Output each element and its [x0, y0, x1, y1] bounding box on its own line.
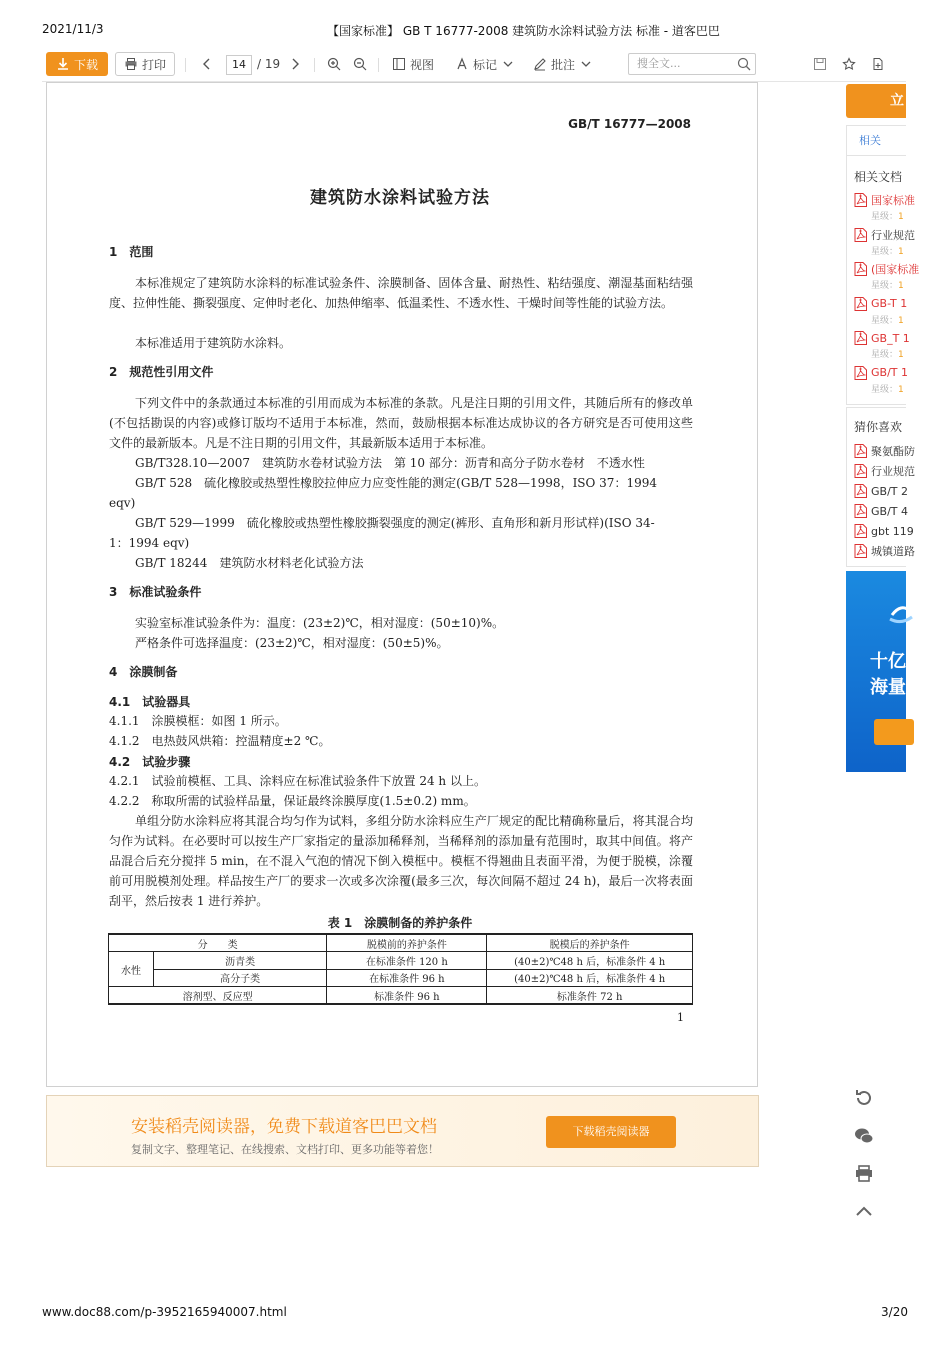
table-row: [109, 987, 693, 1005]
pdf-icon: [854, 228, 867, 242]
page-total: / 19: [257, 57, 281, 71]
history-icon: [852, 1086, 876, 1110]
related-doc-star-label: 星级：: [871, 246, 899, 257]
ad-line: 十亿: [870, 651, 906, 672]
related-doc-rating: 1: [898, 315, 904, 326]
table-cell: 在标准条件 96 h: [327, 969, 487, 987]
print-page-count: 3/20: [881, 1305, 908, 1319]
subsection-heading: 4.1 试验器具: [109, 695, 191, 709]
guess-panel: [846, 407, 915, 567]
promo-title: 安装稻壳阅读器，免费下载道客巴巴文档: [131, 1117, 437, 1137]
pdf-icon: [854, 331, 867, 345]
chevron-down-icon: [501, 57, 511, 71]
table-cell: 在标准条件 120 h: [327, 952, 487, 970]
related-doc-item[interactable]: [847, 226, 915, 261]
related-doc-item[interactable]: [847, 364, 906, 399]
document-page: [46, 82, 758, 1087]
download-button[interactable]: [46, 52, 108, 76]
document-page-number: 1: [677, 1011, 684, 1024]
chevron-right-icon: [288, 57, 302, 71]
viewer-toolbar: [42, 46, 906, 82]
search-placeholder: 搜全文...: [637, 57, 681, 70]
print-page-title: 【国家标准】 GB T 16777-2008 建筑防水涂料试验方法 标准 - 道客巴巴: [327, 24, 720, 38]
related-doc-item[interactable]: [847, 191, 915, 226]
document-title: 建筑防水涂料试验方法: [310, 188, 490, 208]
favorite-button[interactable]: [842, 52, 856, 76]
add-document-button[interactable]: [871, 52, 885, 76]
pdf-icon: [854, 524, 867, 538]
history-button[interactable]: [852, 1086, 876, 1110]
pdf-icon: [854, 297, 867, 311]
related-doc-star-label: 星级：: [871, 384, 899, 395]
subsection-heading: 4.2 试验步骤: [109, 755, 191, 769]
print-label: 打印: [141, 57, 166, 72]
pdf-icon: [854, 262, 867, 276]
annotate-menu-button[interactable]: [533, 52, 589, 76]
view-menu-button[interactable]: [392, 52, 434, 76]
col-header-category: 分 类: [109, 934, 327, 952]
related-doc-name: GB-T 1: [871, 297, 908, 310]
download-label: 下载: [73, 57, 98, 72]
pdf-icon: [854, 464, 867, 478]
pdf-icon: [854, 366, 867, 380]
pdf-icon: [854, 504, 867, 518]
table-row: [109, 969, 693, 987]
related-doc-star-label: 星级：: [871, 315, 899, 326]
clause: 4.1.2 电热鼓风烘箱：控温精度±2 ℃。: [109, 734, 331, 748]
print-date: 2021/11/3: [42, 22, 104, 36]
table-cell: 高分子类: [154, 969, 327, 987]
pdf-icon: [854, 193, 867, 207]
chevron-left-icon: [200, 57, 214, 71]
cloud-logo-icon: [886, 597, 916, 627]
pdf-icon: [854, 544, 867, 558]
print-header: [42, 22, 908, 38]
paragraph: 本标准适用于建筑防水涂料。: [135, 336, 292, 350]
reference-item: GB/T 529—1999 硫化橡胶或热塑性橡胶撕裂强度的测定(裤形、直角形和新月形试样)(ISO 34-: [135, 516, 655, 530]
related-doc-name: (国家标准: [871, 263, 920, 276]
guess-list: [847, 441, 915, 561]
download-icon: [56, 57, 70, 71]
table-cell: 标准条件 96 h: [327, 987, 487, 1005]
save-icon: [813, 57, 827, 71]
mark-menu-button[interactable]: [455, 52, 511, 76]
paragraph: 下列文件中的条款通过本标准的引用而成为本标准的条款。凡是注日期的引用文件，其随后所有的修改单(不包括勘误的内容)或修订版均不适用于本标准，然而，鼓励根据本标准达成协议的各方研究是否可使用这些文件的最新版本。凡是不注日期的引用文件，其最新版本适用于本标准。: [109, 396, 693, 450]
guess-doc-item[interactable]: [847, 481, 906, 501]
reference-item-cont: eqv): [109, 496, 136, 510]
star-icon: [842, 57, 856, 71]
table-cell: 标准条件 72 h: [487, 987, 693, 1005]
guess-heading: 猜你喜欢: [854, 420, 903, 434]
related-doc-rating: 1: [898, 350, 904, 360]
col-header-before: 脱模前的养护条件: [327, 934, 487, 952]
print-url: www.doc88.com/p-3952165940007.html: [42, 1305, 287, 1319]
paragraph: 单组分防水涂料应将其混合均匀作为试料，多组分防水涂料应生产厂规定的配比精确称量后，将其混合均匀作为试料。在必要时可以按生产厂家指定的量添加稀释剂，当稀释剂的添加量有范围时，取其中间值。将产品混合后充分搅拌 5 min，在不混入气泡的情况下倒入模框中。模框不得翘曲且表面平滑，为便于脱模，涂覆前可用脱模剂处理。样品按生产厂的要求一次或多次涂覆(最多三次，每次间隔不超过 24 h)，最后一次将表面刮平，然后按表 1 进行养护。: [109, 814, 693, 908]
fulltext-search-input[interactable]: [628, 53, 756, 75]
text-mark-icon: [455, 57, 469, 71]
wechat-icon: [852, 1124, 876, 1148]
wechat-share-button[interactable]: [852, 1124, 876, 1148]
col-header-after: 脱模后的养护条件: [487, 934, 693, 952]
related-doc-name: 国家标准: [871, 194, 915, 207]
section-heading: 1 范围: [109, 245, 154, 259]
guess-doc-item[interactable]: [847, 521, 914, 541]
save-button[interactable]: [813, 52, 827, 76]
page-number-input[interactable]: 14: [226, 55, 252, 75]
table-row: [109, 952, 693, 970]
table-caption: 表 1 涂膜制备的养护条件: [327, 916, 473, 930]
guess-doc-item[interactable]: [847, 461, 915, 481]
related-doc-rating: 1: [898, 246, 904, 257]
table-cell: (40±2)℃48 h 后，标准条件 4 h: [487, 952, 693, 970]
prev-page-button[interactable]: [200, 52, 214, 76]
add-file-icon: [871, 57, 885, 71]
download-reader-button[interactable]: 下载稻壳阅读器: [546, 1116, 676, 1148]
pen-icon: [533, 57, 547, 71]
promo-subtitle: 复制文字、整理笔记、在线搜索、文档打印、更多功能等着您！: [131, 1143, 439, 1156]
next-page-button[interactable]: [288, 52, 302, 76]
zoom-in-icon: [327, 57, 341, 71]
zoom-out-icon: [353, 57, 367, 71]
annotate-label: 批注: [551, 57, 576, 72]
guess-doc-name: 行业规范: [871, 465, 915, 478]
pdf-icon: [854, 444, 867, 458]
toolbar-divider: [378, 58, 379, 72]
search-icon[interactable]: [737, 57, 751, 71]
related-doc-name: GB_T 1: [871, 331, 910, 345]
view-label: 视图: [410, 57, 435, 72]
related-doc-name: 行业规范: [871, 228, 915, 242]
reference-item: GB/T 18244 建筑防水材料老化试验方法: [135, 556, 364, 570]
related-doc-star-label: 星级：: [871, 281, 899, 291]
tab-related[interactable]: 相关: [847, 126, 906, 156]
guess-doc-name: GB/T 2: [871, 484, 908, 498]
table-header-row: [109, 934, 693, 952]
section-heading: 4 涂膜制备: [109, 665, 178, 679]
reference-item-cont: 1：1994 eqv): [109, 536, 190, 550]
clause: 4.1.1 涂膜模框：如图 1 所示。: [109, 714, 287, 728]
related-list: [847, 191, 920, 398]
reference-item: GB/T328.10—2007 建筑防水卷材试验方法 第 10 部分：沥青和高分子防水卷材 不透水性: [135, 456, 645, 470]
print-float-button[interactable]: [852, 1162, 876, 1186]
related-doc-name: GB/T 1: [871, 366, 908, 379]
view-icon: [392, 57, 406, 71]
guess-doc-name: gbt 119: [871, 524, 914, 538]
mark-label: 标记: [473, 57, 498, 72]
print-button[interactable]: [115, 52, 175, 76]
guess-doc-item[interactable]: [847, 501, 906, 521]
toolbar-divider: [314, 58, 315, 72]
section-heading: 3 标准试验条件: [109, 585, 202, 599]
table-cell: 沥青类: [154, 952, 327, 970]
related-doc-star-label: 星级：: [871, 212, 899, 222]
related-doc-rating: 1: [898, 384, 904, 395]
group-cell: 水性: [109, 952, 154, 987]
zoom-in-button[interactable]: [327, 52, 341, 76]
related-heading: 相关文档: [854, 170, 903, 184]
chevron-up-icon: [852, 1200, 876, 1224]
back-to-top-button[interactable]: [852, 1200, 876, 1224]
paragraph: 实验室标准试验条件为：温度：(23±2)℃，相对湿度：(50±10)%。: [135, 616, 505, 630]
chevron-down-icon: [579, 57, 589, 71]
guess-doc-name: 城镇道路: [871, 545, 915, 558]
related-doc-rating: 1: [898, 212, 904, 222]
ad-line: 海量: [870, 677, 906, 698]
guess-doc-item[interactable]: [847, 541, 915, 561]
toolbar-divider: [185, 58, 186, 72]
related-doc-star-label: 星级：: [871, 350, 899, 360]
clause: 4.2.1 试验前模框、工具、涂料应在标准试验条件下放置 24 h 以上。: [109, 774, 486, 788]
curing-conditions-table: [108, 933, 693, 1005]
sidebar-top-button[interactable]: 立: [846, 84, 906, 118]
related-doc-item[interactable]: [847, 329, 910, 364]
table-cell: 溶剂型、反应型: [109, 987, 327, 1005]
clause: 4.2.2 称取所需的试验样品量，保证最终涂膜厚度(1.5±0.2) mm。: [109, 794, 476, 808]
table-cell: (40±2)℃48 h 后，标准条件 4 h: [487, 969, 693, 987]
ad-cta-button[interactable]: [874, 719, 914, 745]
standard-code: GB/T 16777—2008: [568, 117, 691, 131]
related-panel: [846, 125, 920, 405]
section-heading: 2 规范性引用文件: [109, 365, 214, 379]
related-doc-item[interactable]: [847, 295, 906, 330]
guess-doc-item[interactable]: [847, 441, 915, 461]
related-doc-item[interactable]: [847, 260, 920, 295]
paragraph: 严格条件可选择温度：(23±2)℃，相对湿度：(50±5)%。: [135, 636, 449, 650]
reference-item: GB/T 528 硫化橡胶或热塑性橡胶拉伸应力应变性能的测定(GB/T 528—1998，ISO 37：1994: [135, 476, 657, 490]
printer-icon: [124, 57, 138, 71]
related-doc-rating: 1: [898, 281, 904, 291]
paragraph: 本标准规定了建筑防水涂料的标准试验条件、涂膜制备、固体含量、耐热性、粘结强度、潮湿基面粘结强度、拉伸性能、撕裂强度、定伸时老化、加热伸缩率、低温柔性、不透水性、干燥时间等性能的试验方法。: [109, 276, 693, 310]
zoom-out-button[interactable]: [353, 52, 367, 76]
pdf-icon: [854, 484, 867, 498]
printer-icon: [852, 1162, 876, 1186]
guess-doc-name: GB/T 4: [871, 504, 908, 518]
ad-banner[interactable]: [846, 571, 906, 772]
guess-doc-name: 聚氨酯防: [871, 445, 915, 458]
reader-promo-banner: [46, 1095, 759, 1167]
